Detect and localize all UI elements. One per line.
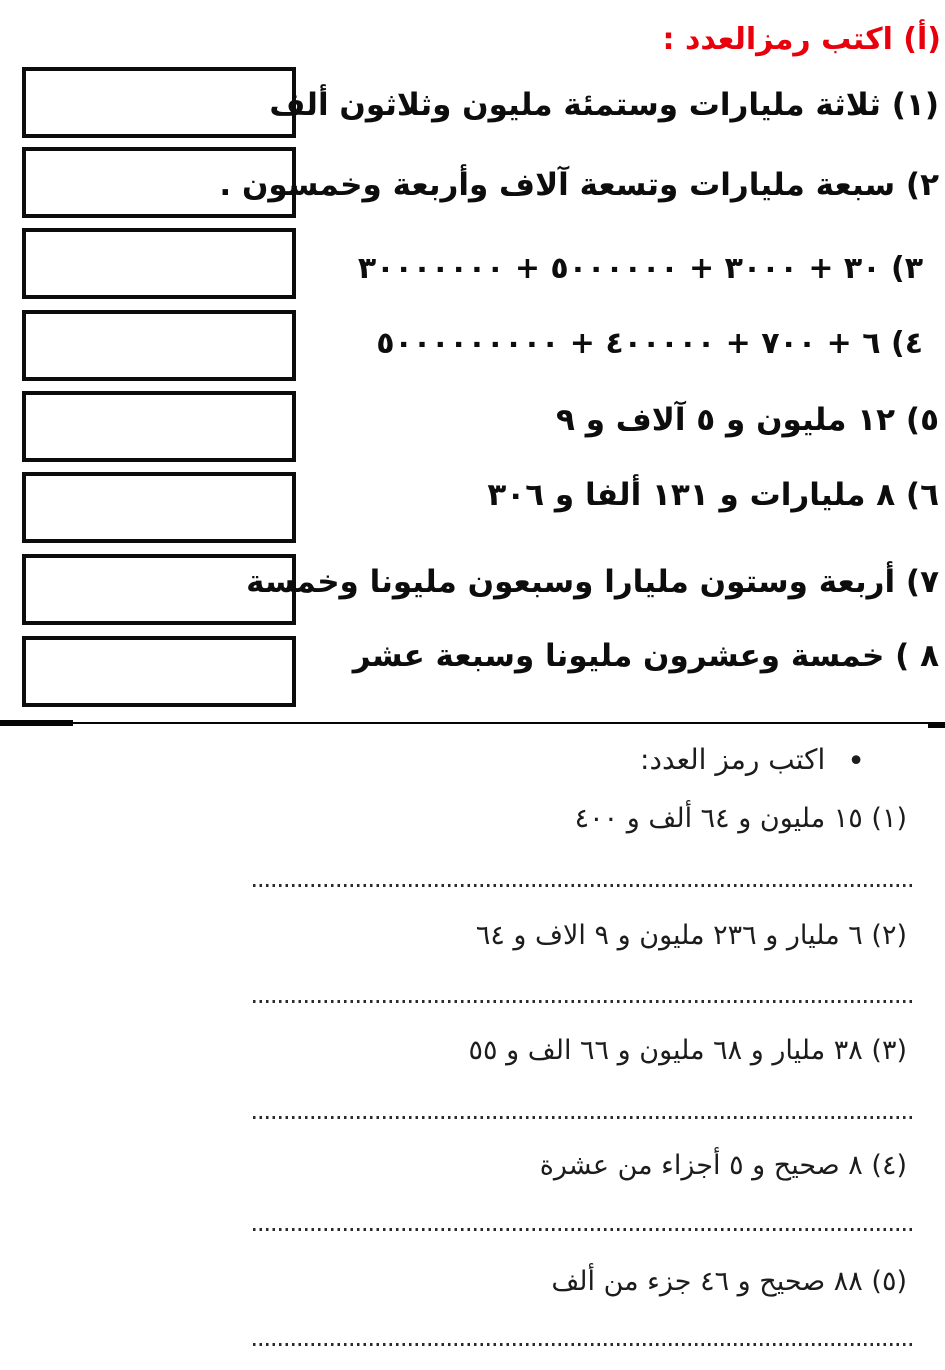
section-b-heading (640, 743, 865, 779)
question-a1: (١) ثلاثة مليارات وستمئة مليون وثلاثون ألف (269, 87, 939, 123)
answer-line-2[interactable] (253, 1000, 912, 1003)
question-b2: (٢) ٦ مليار و ٢٣٦ مليون و ٩ الاف و ٦٤ (475, 920, 907, 951)
section-b-heading-text: اكتب رمز العدد: (640, 743, 826, 776)
answer-line-3[interactable] (253, 1116, 912, 1119)
divider-left-mark (0, 720, 73, 726)
answer-box-1[interactable] (22, 67, 296, 138)
answer-box-6[interactable] (22, 472, 296, 543)
question-b5: (٥) ٨٨ صحيح و ٤٦ جزء من ألف (551, 1266, 907, 1297)
answer-box-5[interactable] (22, 391, 296, 462)
section-a-heading: (أ) اكتب رمزالعدد : (662, 22, 941, 57)
answer-line-4[interactable] (253, 1228, 912, 1231)
question-a2: ٢) سبعة مليارات وتسعة آلاف وأربعة وخمسون . (219, 167, 939, 203)
answer-box-8[interactable] (22, 636, 296, 707)
question-a8: ٨ ) خمسة وعشرون مليونا وسبعة عشر (352, 638, 939, 674)
section-divider (0, 722, 945, 724)
question-a5: ٥) ١٢ مليون و ٥ آلاف و ٩ (556, 402, 939, 438)
question-a6: ٦) ٨ مليارات و ١٣١ ألفا و ٣٠٦ (487, 477, 939, 513)
answer-box-4[interactable] (22, 310, 296, 381)
question-a7: ٧) أربعة وستون مليارا وسبعون مليونا وخمسة (246, 564, 939, 600)
answer-line-1[interactable] (253, 884, 912, 887)
bullet-icon: • (847, 744, 865, 779)
answer-line-5[interactable] (253, 1343, 912, 1346)
answer-box-3[interactable] (22, 228, 296, 299)
question-b4: (٤) ٨ صحيح و ٥ أجزاء من عشرة (539, 1150, 907, 1181)
question-b1: (١) ١٥ مليون و ٦٤ ألف و ٤٠٠ (574, 803, 907, 834)
divider-right-mark (928, 723, 945, 728)
question-a3: ٣) ٣٠ + ٣٠٠٠ + ٥٠٠٠٠٠٠ + ٣٠٠٠٠٠٠٠ (357, 251, 923, 286)
question-b3: (٣) ٣٨ مليار و ٦٨ مليون و ٦٦ الف و ٥٥ (468, 1035, 907, 1066)
question-a4: ٤) ٦ + ٧٠٠ + ٤٠٠٠٠٠ + ٥٠٠٠٠٠٠٠٠٠ (376, 326, 923, 361)
